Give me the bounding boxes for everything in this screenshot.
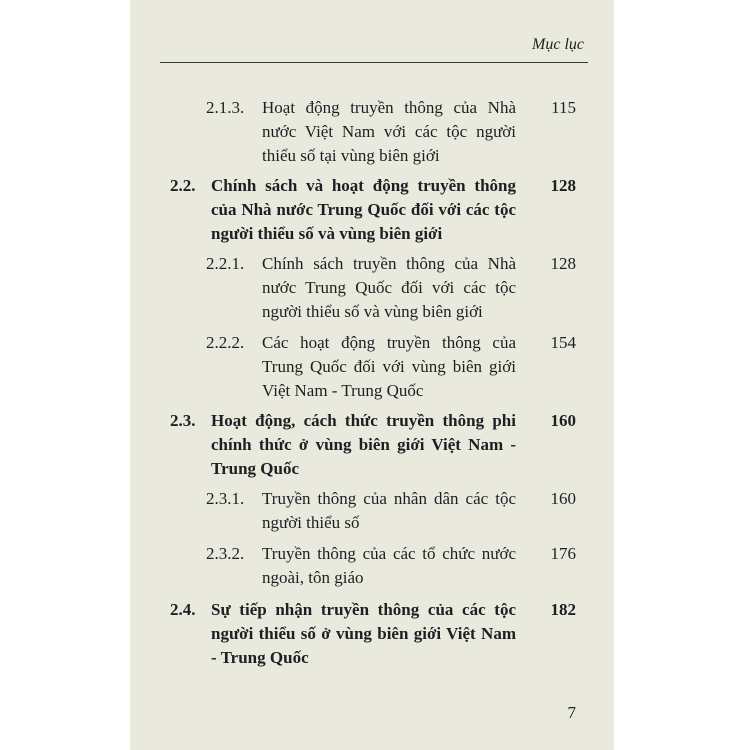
toc-entry-title: Các hoạt động truyền thông của Trung Quốc đối với vùng biên giới Việt Nam - Trung Quốc — [262, 333, 516, 400]
toc-entry-title: Sự tiếp nhận truyền thông của các tộc người thiểu số ở vùng biên giới Việt Nam - Trung Quốc — [211, 600, 516, 667]
toc-entry-title: Chính sách truyền thông của Nhà nước Trung Quốc đối với các tộc người thiểu số và vùng biên giới — [262, 254, 516, 321]
toc-entry-number: 2.2.2. — [206, 333, 245, 352]
toc-entry-page: 160 — [550, 411, 576, 430]
toc-entry-number: 2.2.1. — [206, 254, 245, 273]
toc-entry-number: 2.4. — [170, 600, 196, 619]
toc-entry-page: 176 — [550, 544, 576, 563]
book-page — [130, 0, 614, 750]
toc-entry-page: 115 — [551, 98, 576, 117]
running-header: Mục lục — [532, 36, 584, 53]
toc-entry-title: Chính sách và hoạt động truyền thông của Nhà nước Trung Quốc đối với các tộc người thiểu số và vùng biên giới — [211, 176, 516, 243]
toc-entry-title: Hoạt động, cách thức truyền thông phi chính thức ở vùng biên giới Việt Nam - Trung Quốc — [211, 411, 516, 478]
toc-entry-title: Truyền thông của nhân dân các tộc người thiểu số — [262, 489, 516, 532]
toc-entry-page: 182 — [550, 600, 576, 619]
toc-entry-page: 128 — [550, 254, 576, 273]
header-divider — [160, 62, 588, 63]
toc-entry-number: 2.2. — [170, 176, 196, 195]
toc-entry-title: Truyền thông của các tổ chức nước ngoài, tôn giáo — [262, 544, 516, 587]
toc-entry-number: 2.3. — [170, 411, 196, 430]
toc-entry-page: 128 — [550, 176, 576, 195]
page-number: 7 — [567, 703, 576, 722]
toc-entry-title: Hoạt động truyền thông của Nhà nước Việt Nam với các tộc người thiểu số tại vùng biên giới — [262, 98, 516, 165]
toc-entry-number: 2.1.3. — [206, 98, 245, 117]
toc-entry-number: 2.3.1. — [206, 489, 245, 508]
toc-entry-number: 2.3.2. — [206, 544, 245, 563]
toc-entry-page: 154 — [550, 333, 576, 352]
toc-entry-page: 160 — [550, 489, 576, 508]
